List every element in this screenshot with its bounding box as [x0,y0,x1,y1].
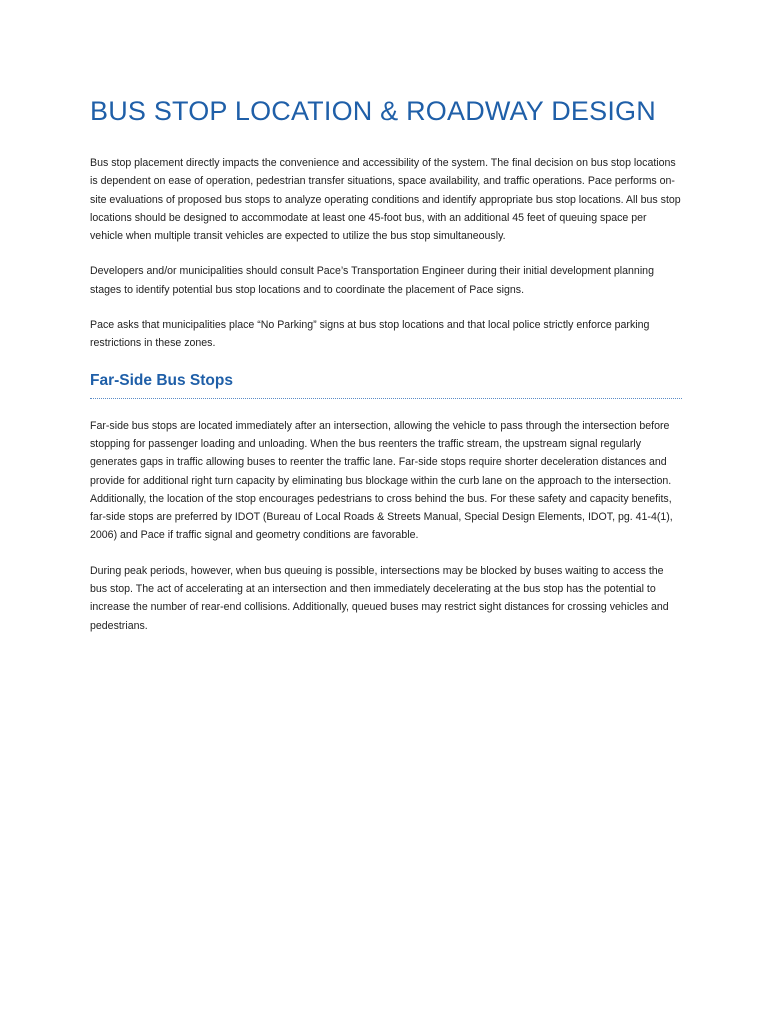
section-divider [90,398,682,399]
page-content [90,92,682,652]
intro-paragraph-3: Pace asks that municipalities place “No Parking” signs at bus stop locations and that local police strictly enforce parking restrictions in these zones. [90,319,650,350]
section-paragraph-2: During peak periods, however, when bus queuing is possible, intersections may be blocked by buses waiting to access the bus stop. The act of accelerating at an intersection and then immediately decelerating at the bus stop has the potential to increase the number of rear-end collisions. Additionally, queued buses may restrict sight distances for crossing vehicles and pedestrians. [90,564,669,632]
section-paragraph-1: Far-side bus stops are located immediately after an intersection, allowing the vehicle to pass through the intersection before stopping for passenger loading and unloading. When the bus reenters the traffic stream, the upstream signal regularly generates gaps in traffic allowing buses to reenter the traffic lane. Far-side stops require shorter deceleration distances and provide for additional right turn capacity by eliminating bus blockage within the curb lane on the approach to the intersection. Additionally, the location of the stop encourages pedestrians to cross behind the bus. For these safety and capacity benefits, far-side stops are preferred by IDOT (Bureau of Local Roads & Streets Manual, Special Design Elements, IDOT, pg. 41-4(1), 2006) and Pace if traffic signal and geometry conditions are favorable. [90,419,673,542]
intro-paragraph-1: Bus stop placement directly impacts the convenience and accessibility of the system. The final decision on bus stop locations is dependent on ease of operation, pedestrian transfer situations, space availability, and traffic operations. Pace performs on-site evaluations of proposed bus stops to analyze operating conditions and identify appropriate bus stop locations. All bus stop locations should be designed to accommodate at least one 45-foot bus, with an additional 45 feet of queuing space per vehicle when multiple transit vehicles are expected to utilize the bus stop simultaneously. [90,157,681,243]
page-title: BUS STOP LOCATION & ROADWAY DESIGN [90,96,656,126]
intro-paragraph-2: Developers and/or municipalities should consult Pace’s Transportation Engineer during their initial development planning stages to identify potential bus stop locations and to coordinate the placement of Pace signs. [90,265,654,296]
section-heading-far-side: Far-Side Bus Stops [90,371,233,389]
